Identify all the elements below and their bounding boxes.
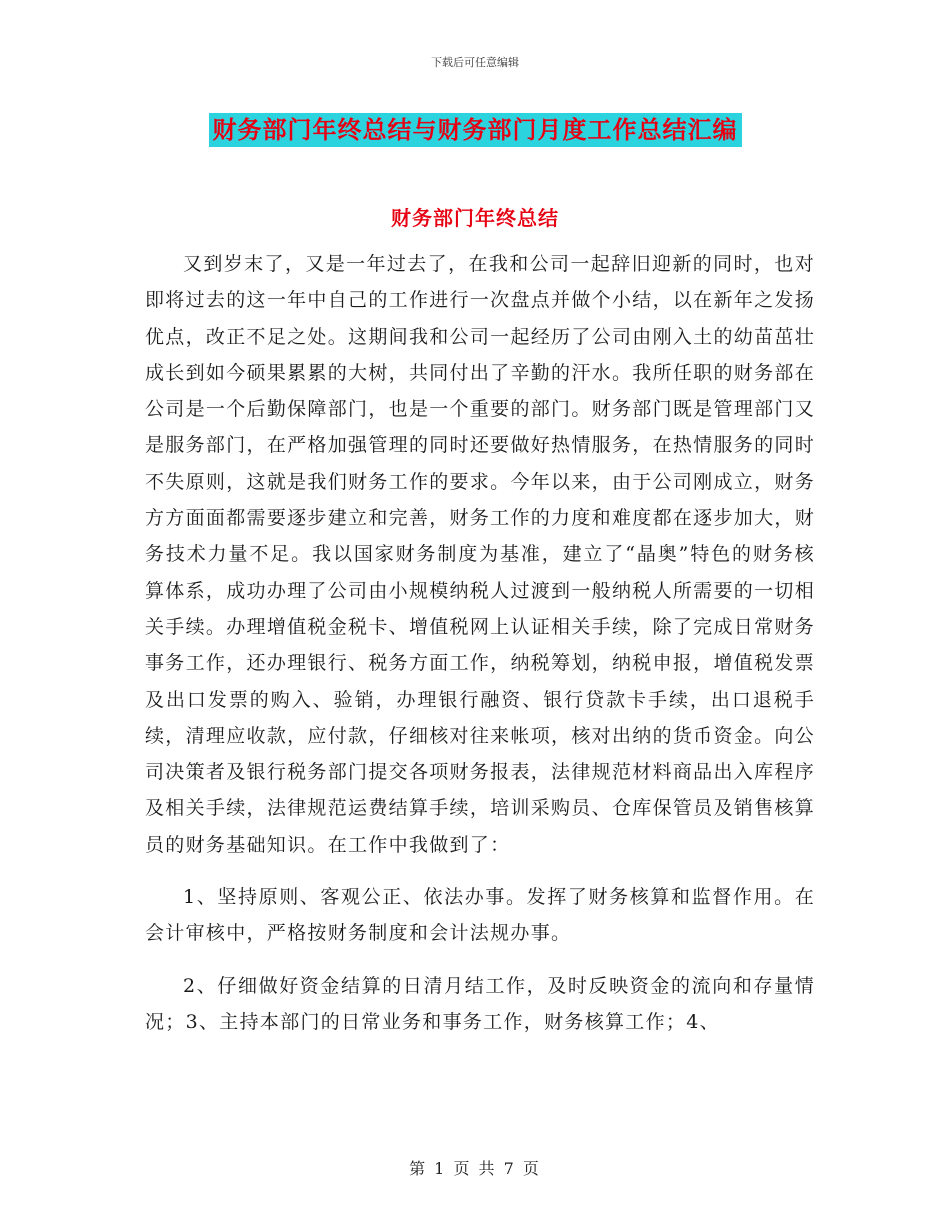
paragraph: 1、坚持原则、客观公正、依法办事。发挥了财务核算和监督作用。在会计审核中，严格按财务制度和会计法规办事。 xyxy=(145,886,815,945)
header-note: 下载后可任意编辑 xyxy=(431,56,519,69)
paragraph: 2、仔细做好资金结算的日清月结工作，及时反映资金的流向和存量情况；3、主持本部门的日常业务和事务工作，财务核算工作；4、 xyxy=(145,974,815,1033)
document-title xyxy=(0,113,950,147)
document-title-text: 财务部门年终总结与财务部门月度工作总结汇编 xyxy=(209,113,742,147)
body-text xyxy=(145,246,815,1040)
page-number-footer: 第 1 页 共 7 页 xyxy=(409,1159,541,1178)
section-title: 财务部门年终总结 xyxy=(391,206,559,230)
paragraph: 又到岁末了，又是一年过去了，在我和公司一起辞旧迎新的同时，也对即将过去的这一年中自己的工作进行一次盘点并做个小结，以在新年之发扬优点，改正不足之处。这期间我和公司一起经历了公司由刚入土的幼苗茁壮成长到如今硕果累累的大树，共同付出了辛勤的汗水。我所任职的财务部在公司是一个后勤保障部门，也是一个重要的部门。财务部门既是管理部门又是服务部门，在严格加强管理的同时还要做好热情服务，在热情服务的同时不失原则，这就是我们财务工作的要求。今年以来，由于公司刚成立，财务方方面面都需要逐步建立和完善，财务工作的力度和难度都在逐步加大，财务技术力量不足。我以国家财务制度为基准，建立了“晶奥”特色的财务核算体系，成功办理了公司由小规模纳税人过渡到一般纳税人所需要的一切相关手续。办理增值税金税卡、增值税网上认证相关手续，除了完成日常财务事务工作，还办理银行、税务方面工作，纳税筹划，纳税申报，增值税发票及出口发票的购入、验销，办理银行融资、银行贷款卡手续，出口退税手续，清理应收款，应付款，仔细核对往来帐项，核对出纳的货币资金。向公司决策者及银行税务部门提交各项财务报表，法律规范材料商品出入库程序及相关手续，法律规范运费结算手续，培训采购员、仓库保管员及销售核算员的财务基础知识。在工作中我做到了： xyxy=(145,253,815,856)
